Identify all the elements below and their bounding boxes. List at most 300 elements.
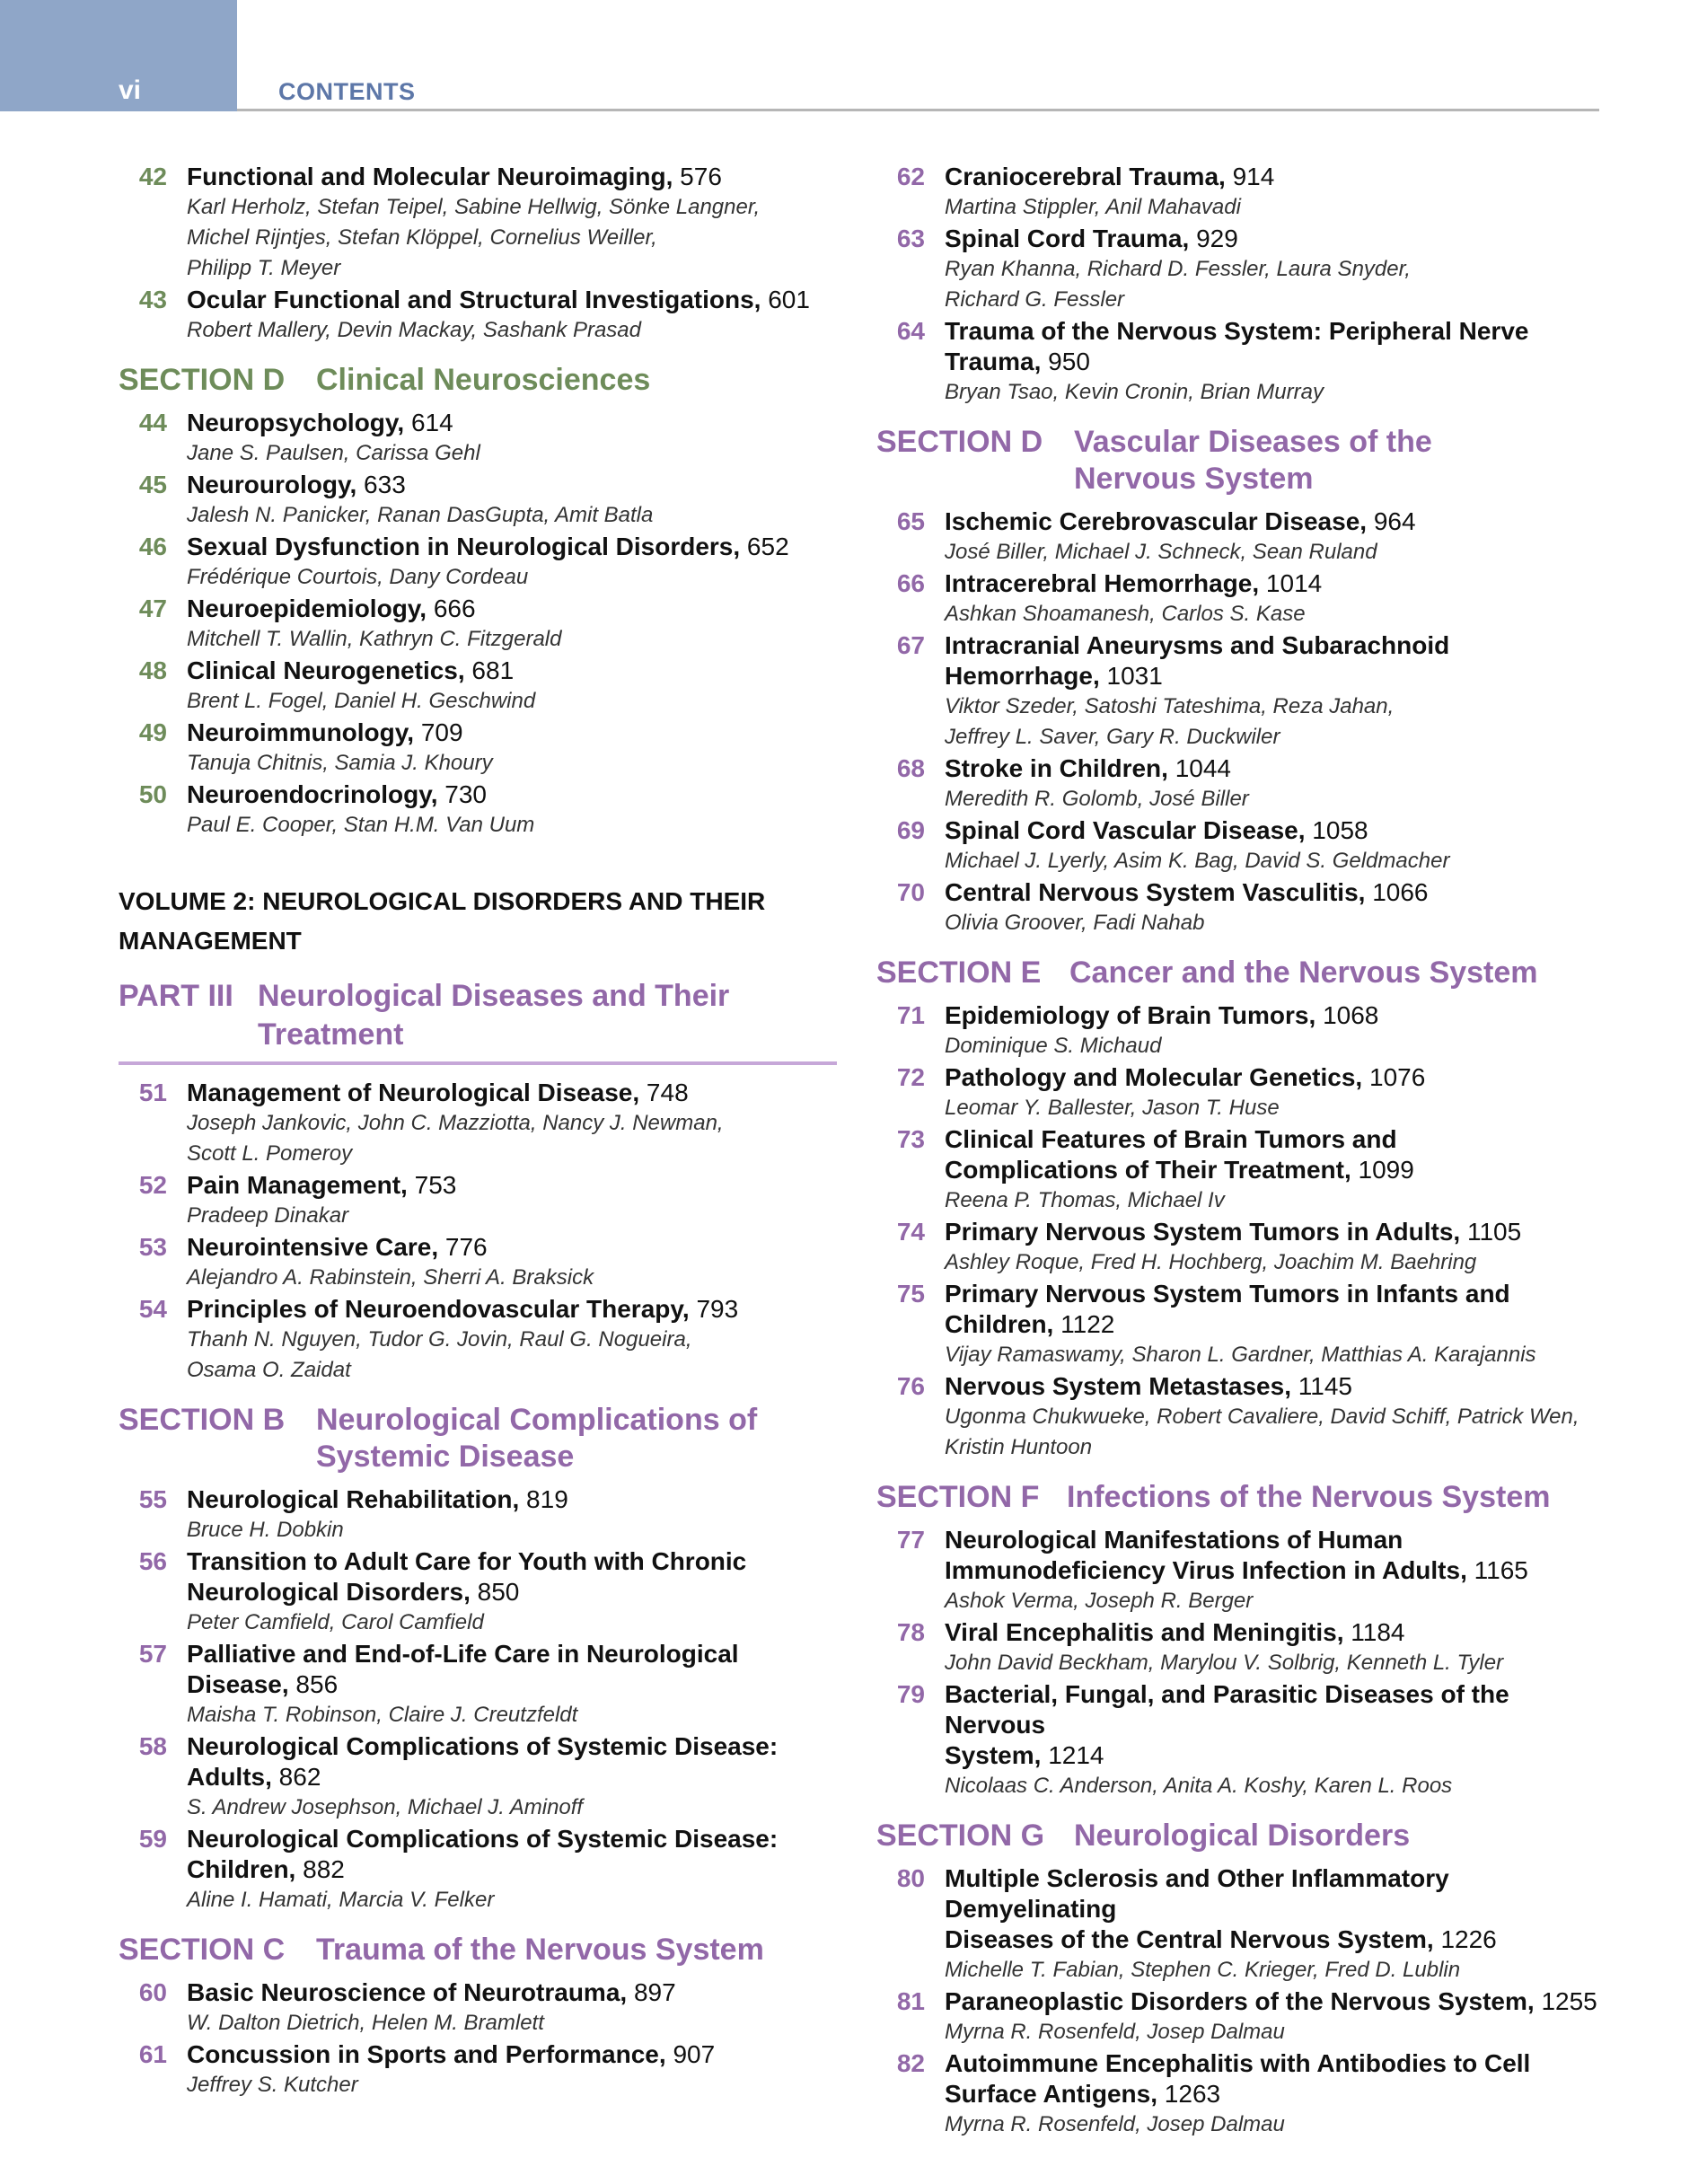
chapter-title	[945, 1679, 1613, 1771]
chapter-number: 75	[896, 1280, 925, 1308]
chapter-authors: Pradeep Dinakar	[187, 1203, 349, 1228]
chapter-authors: Bryan Tsao, Kevin Cronin, Brian Murray	[945, 380, 1324, 404]
part-heading	[119, 977, 837, 1065]
chapter-title-line	[945, 661, 1613, 691]
chapter-authors: Maisha T. Robinson, Claire J. Creutzfeldt	[187, 1703, 578, 1727]
chapter-title-line	[187, 408, 837, 438]
chapter-number: 68	[896, 754, 925, 782]
chapter-title-line	[945, 630, 1613, 661]
chapter-number: 45	[138, 471, 167, 498]
chapter-title-text: Basic Neuroscience of Neurotrauma,	[187, 1978, 628, 2006]
toc-entry	[876, 316, 1613, 408]
chapter-title-line	[187, 1854, 837, 1885]
chapter-title-line	[945, 1863, 1613, 1924]
toc-entry	[119, 1824, 837, 1915]
chapter-number: 59	[138, 1825, 167, 1853]
toc-entry	[119, 1294, 837, 1386]
chapter-title	[945, 815, 1613, 846]
chapter-authors: Leomar Y. Ballester, Jason T. Huse	[945, 1096, 1280, 1120]
section-name-line: Trauma of the Nervous System	[316, 1933, 764, 1967]
chapter-title-text: Spinal Cord Trauma,	[945, 225, 1190, 252]
chapter-page: 730	[444, 780, 487, 808]
chapter-title-line	[945, 224, 1613, 254]
chapter-authors: Tanuja Chitnis, Samia J. Khoury	[187, 751, 493, 775]
chapter-title	[945, 1371, 1613, 1402]
chapter-authors: Viktor Szeder, Satoshi Tateshima, Reza Jahan,	[945, 694, 1395, 718]
chapter-page: 819	[526, 1485, 568, 1513]
chapter-title-line	[187, 1294, 837, 1325]
chapter-title-line	[945, 1124, 1613, 1155]
chapter-title-text: Principles of Neuroendovascular Therapy,	[187, 1295, 690, 1323]
section-label: SECTION D	[119, 363, 286, 397]
chapter-title-text: Central Nervous System Vasculitis,	[945, 878, 1366, 906]
chapter-number: 82	[896, 2049, 925, 2077]
chapter-authors: Joseph Jankovic, John C. Mazziotta, Nancy J. Newman,	[187, 1111, 724, 1135]
toc-entry	[119, 1170, 837, 1231]
chapter-number: 80	[896, 1864, 925, 1892]
chapter-title-text: Neurological Disorders,	[187, 1578, 471, 1606]
chapter-authors: Scott L. Pomeroy	[187, 1141, 353, 1166]
chapter-number: 62	[896, 163, 925, 190]
section-name-line: Clinical Neurosciences	[316, 363, 651, 397]
chapter-title-line	[187, 1232, 837, 1263]
chapter-title-text: Autoimmune Encephalitis with Antibodies to Cell	[945, 2049, 1531, 2077]
chapter-title-line	[187, 1170, 837, 1201]
chapter-title	[187, 1824, 837, 1885]
chapter-title-line	[945, 1525, 1613, 1555]
section-entries	[876, 506, 1613, 938]
toc-entry	[119, 1078, 837, 1169]
chapter-title-text: Neurological Complications of Systemic Disease:	[187, 1732, 779, 1760]
chapter-number: 54	[138, 1295, 167, 1323]
chapter-title-text: Transition to Adult Care for Youth with Chronic	[187, 1547, 747, 1575]
chapter-number: 74	[896, 1218, 925, 1246]
chapter-title	[945, 2048, 1613, 2109]
chapter-title-line	[945, 1617, 1613, 1648]
chapter-number: 69	[896, 816, 925, 844]
chapter-title-text: Management of Neurological Disease,	[187, 1079, 640, 1106]
chapter-title	[945, 1000, 1613, 1031]
chapter-page: 681	[471, 656, 515, 684]
chapter-title	[187, 532, 837, 562]
toc-entry	[119, 1546, 837, 1638]
chapter-authors: Brent L. Fogel, Daniel H. Geschwind	[187, 689, 536, 713]
chapter-authors: Bruce H. Dobkin	[187, 1518, 344, 1542]
part-label: PART III	[119, 979, 233, 1013]
right-column	[876, 162, 1613, 2141]
chapter-title	[945, 1986, 1613, 2017]
chapter-title	[187, 1170, 837, 1201]
chapter-page: 1263	[1164, 2080, 1221, 2108]
toc-entry	[119, 1484, 837, 1546]
chapter-title-text: Neurological Manifestations of Human	[945, 1526, 1403, 1554]
chapter-title-line	[187, 2039, 837, 2070]
chapter-authors: W. Dalton Dietrich, Helen M. Bramlett	[187, 2011, 544, 2035]
chapter-number: 60	[138, 1978, 167, 2006]
section-name-line: Systemic Disease	[316, 1440, 575, 1474]
chapter-title-text: Paraneoplastic Disorders of the Nervous System,	[945, 1987, 1535, 2015]
section-label: SECTION E	[876, 956, 1042, 990]
chapter-title-line	[945, 1986, 1613, 2017]
chapter-title-line	[945, 877, 1613, 908]
chapter-title-text: Neurointensive Care,	[187, 1233, 439, 1261]
toc-entry	[876, 1062, 1613, 1123]
chapter-page: 1105	[1466, 1218, 1522, 1246]
chapter-number: 57	[138, 1640, 167, 1668]
section-entries	[119, 408, 837, 841]
chapter-title-line	[187, 1546, 837, 1577]
chapter-page: 793	[696, 1295, 739, 1323]
chapter-title	[187, 1639, 837, 1700]
running-header-title: CONTENTS	[278, 78, 416, 105]
chapter-page: 1031	[1106, 662, 1163, 690]
chapter-page: 614	[410, 409, 453, 436]
chapter-page: 666	[433, 594, 476, 622]
toc-entry	[119, 1731, 837, 1823]
chapter-title	[187, 1546, 837, 1607]
chapter-title	[945, 1279, 1613, 1340]
chapter-number: 49	[138, 718, 167, 746]
chapter-number: 53	[138, 1233, 167, 1261]
toc-entry	[119, 470, 837, 531]
chapter-authors: Jeffrey L. Saver, Gary R. Duckwiler	[945, 725, 1280, 749]
chapter-authors: Meredith R. Golomb, José Biller	[945, 787, 1249, 811]
chapter-title-line	[945, 1279, 1613, 1309]
chapter-number: 70	[896, 878, 925, 906]
chapter-authors: Frédérique Courtois, Dany Cordeau	[187, 565, 529, 589]
chapter-number: 78	[896, 1618, 925, 1646]
chapter-authors: Kristin Huntoon	[945, 1435, 1093, 1459]
chapter-title-line	[187, 285, 837, 315]
entries-top-right	[876, 162, 1613, 408]
chapter-authors: Ugonma Chukwueke, Robert Cavaliere, David Schiff, Patrick Wen,	[945, 1405, 1579, 1429]
toc-entry	[876, 506, 1613, 568]
chapter-page: 633	[364, 471, 406, 498]
chapter-page: 1145	[1298, 1372, 1352, 1400]
chapter-page: 1255	[1541, 1987, 1597, 2015]
chapter-number: 47	[138, 594, 167, 622]
chapter-title-text: Stroke in Children,	[945, 754, 1168, 782]
section-name-line: Vascular Diseases of the	[1074, 425, 1432, 459]
chapter-title-line	[187, 594, 837, 624]
volume-heading-line: MANAGEMENT	[119, 927, 302, 955]
chapter-title-line	[187, 532, 837, 562]
chapter-authors: Alejandro A. Rabinstein, Sherri A. Braksick	[187, 1265, 594, 1290]
chapter-title-line	[187, 779, 837, 810]
chapter-number: 79	[896, 1680, 925, 1708]
chapter-title-text: Children,	[187, 1855, 296, 1883]
chapter-title-text: Viral Encephalitis and Meningitis,	[945, 1618, 1344, 1646]
chapter-page: 576	[680, 163, 722, 190]
chapter-title-line	[945, 1309, 1613, 1340]
chapter-authors: Jalesh N. Panicker, Ranan DasGupta, Amit Batla	[187, 503, 654, 527]
chapter-title	[945, 630, 1613, 691]
chapter-page: 882	[303, 1855, 345, 1883]
chapter-title-text: Intracranial Aneurysms and Subarachnoid	[945, 631, 1450, 659]
section-heading	[876, 1818, 1613, 1854]
chapter-authors: Myrna R. Rosenfeld, Josep Dalmau	[945, 2112, 1285, 2136]
chapter-title-text: Diseases of the Central Nervous System,	[945, 1925, 1434, 1953]
chapter-title-text: Immunodeficiency Virus Infection in Adults,	[945, 1556, 1467, 1584]
chapter-title-line	[945, 568, 1613, 599]
section-entries	[876, 1525, 1613, 1801]
chapter-title	[945, 162, 1613, 192]
section-heading	[876, 1479, 1613, 1516]
chapter-page: 856	[295, 1670, 339, 1698]
chapter-number: 63	[896, 225, 925, 252]
section-entries	[119, 1977, 837, 2100]
chapter-title-text: Neurourology,	[187, 471, 357, 498]
chapter-number: 72	[896, 1063, 925, 1091]
chapter-title-text: Neurological Complications of Systemic Disease:	[187, 1825, 779, 1853]
section-heading	[119, 362, 837, 399]
chapter-title-text: Complications of Their Treatment,	[945, 1156, 1351, 1184]
toc-entry	[119, 285, 837, 346]
chapter-title-line	[945, 1740, 1613, 1771]
chapter-title-line	[945, 162, 1613, 192]
toc-entry	[876, 1679, 1613, 1801]
chapter-title	[945, 568, 1613, 599]
chapter-number: 58	[138, 1732, 167, 1760]
toc-entry	[119, 779, 837, 841]
chapter-title-text: Disease,	[187, 1670, 289, 1698]
chapter-title-text: Sexual Dysfunction in Neurological Disorders,	[187, 533, 741, 560]
left-column	[119, 162, 837, 2101]
chapter-authors: Ashley Roque, Fred H. Hochberg, Joachim M. Baehring	[945, 1250, 1477, 1274]
toc-entry	[119, 532, 837, 593]
chapter-title	[187, 1232, 837, 1263]
chapter-number: 51	[138, 1079, 167, 1106]
chapter-title-text: Clinical Features of Brain Tumors and	[945, 1125, 1397, 1153]
chapter-authors: Michael J. Lyerly, Asim K. Bag, David S. Geldmacher	[945, 849, 1450, 873]
section-label: SECTION D	[876, 425, 1043, 459]
part-name-line: Neurological Diseases and Their	[258, 979, 730, 1013]
header-rule	[237, 109, 1599, 111]
chapter-number: 65	[896, 507, 925, 535]
volume-heading	[119, 882, 837, 961]
chapter-title	[945, 1062, 1613, 1093]
chapter-title-text: Hemorrhage,	[945, 662, 1100, 690]
chapter-title-text: Children,	[945, 1310, 1054, 1338]
toc-entry	[876, 1000, 1613, 1061]
chapter-title	[945, 1863, 1613, 1955]
chapter-page: 862	[278, 1763, 321, 1791]
chapter-title-line	[945, 2079, 1613, 2109]
page-number: vi	[119, 75, 142, 105]
toc-entry	[119, 594, 837, 655]
chapter-title-text: Functional and Molecular Neuroimaging,	[187, 163, 673, 190]
toc-entry	[876, 162, 1613, 223]
section-label: SECTION B	[119, 1403, 286, 1437]
chapter-number: 50	[138, 780, 167, 808]
chapter-page: 1165	[1474, 1556, 1528, 1584]
chapter-title-line	[945, 1371, 1613, 1402]
chapter-title	[945, 1124, 1613, 1185]
chapter-title	[187, 718, 837, 748]
section-heading	[119, 1932, 837, 1968]
chapter-number: 52	[138, 1171, 167, 1199]
chapter-authors: Richard G. Fessler	[945, 287, 1125, 312]
chapter-title-line	[945, 815, 1613, 846]
chapter-authors: Thanh N. Nguyen, Tudor G. Jovin, Raul G. Nogueira,	[187, 1327, 692, 1352]
toc-entry	[119, 718, 837, 779]
chapter-page: 1066	[1372, 878, 1429, 906]
chapter-title-line	[945, 316, 1613, 347]
chapter-authors: Philipp T. Meyer	[187, 256, 341, 280]
chapter-number: 44	[138, 409, 167, 436]
chapter-page: 1226	[1440, 1925, 1497, 1953]
chapter-authors: Martina Stippler, Anil Mahavadi	[945, 195, 1241, 219]
chapter-page: 897	[633, 1978, 676, 2006]
chapter-title-text: System,	[945, 1741, 1042, 1769]
chapter-title-line	[187, 162, 837, 192]
chapter-title-text: Concussion in Sports and Performance,	[187, 2040, 666, 2068]
toc-entry	[876, 224, 1613, 315]
chapter-page: 1058	[1312, 816, 1368, 844]
chapter-authors: Ashok Verma, Joseph R. Berger	[945, 1589, 1254, 1613]
chapter-page: 709	[420, 718, 463, 746]
chapter-title	[187, 2039, 837, 2070]
section-entries	[119, 1484, 837, 1915]
chapter-authors: Myrna R. Rosenfeld, Josep Dalmau	[945, 2020, 1285, 2044]
chapter-title-line	[945, 753, 1613, 784]
chapter-title-text: Adults,	[187, 1763, 272, 1791]
chapter-page: 850	[477, 1578, 520, 1606]
chapter-title-line	[945, 1217, 1613, 1247]
chapter-title	[187, 1484, 837, 1515]
toc-entry	[119, 2039, 837, 2100]
chapter-title	[945, 877, 1613, 908]
chapter-title	[187, 162, 837, 192]
chapter-title	[187, 594, 837, 624]
chapter-title-text: Bacterial, Fungal, and Parasitic Diseases of the Nervous	[945, 1680, 1509, 1739]
chapter-title	[945, 753, 1613, 784]
chapter-title-line	[945, 1155, 1613, 1185]
chapter-title	[187, 470, 837, 500]
chapter-page: 776	[444, 1233, 488, 1261]
chapter-title-text: Neuroimmunology,	[187, 718, 415, 746]
toc-entry	[119, 408, 837, 469]
chapter-title-line	[945, 1000, 1613, 1031]
section-name-line: Neurological Complications of	[316, 1403, 758, 1437]
chapter-title-text: Primary Nervous System Tumors in Infants and	[945, 1280, 1510, 1308]
chapter-page: 929	[1196, 225, 1238, 252]
chapter-authors: Ashkan Shoamanesh, Carlos S. Kase	[945, 602, 1306, 626]
chapter-title-line	[187, 718, 837, 748]
chapter-title-text: Trauma,	[945, 348, 1042, 375]
toc-entry	[119, 1232, 837, 1293]
chapter-title-line	[945, 1555, 1613, 1586]
chapter-title	[187, 408, 837, 438]
chapter-title-line	[187, 1977, 837, 2008]
chapter-title-text: Spinal Cord Vascular Disease,	[945, 816, 1306, 844]
chapter-page: 1122	[1060, 1310, 1115, 1338]
chapter-title	[187, 1977, 837, 2008]
chapter-page: 1184	[1351, 1618, 1405, 1646]
chapter-page: 1076	[1369, 1063, 1426, 1091]
section-heading	[876, 955, 1613, 991]
chapter-title	[187, 779, 837, 810]
chapter-authors: John David Beckham, Marylou V. Solbrig, Kenneth L. Tyler	[945, 1651, 1504, 1675]
toc-entry	[876, 1986, 1613, 2048]
section-name-line: Infections of the Nervous System	[1067, 1480, 1551, 1514]
section-label: SECTION F	[876, 1480, 1040, 1514]
chapter-title-text: Intracerebral Hemorrhage,	[945, 569, 1260, 597]
chapter-authors: José Biller, Michael J. Schneck, Sean Ruland	[945, 540, 1377, 564]
chapter-title-line	[187, 1669, 837, 1700]
chapter-title	[187, 1731, 837, 1792]
chapter-title-text: Nervous System Metastases,	[945, 1372, 1291, 1400]
chapter-page: 1099	[1358, 1156, 1414, 1184]
chapter-title-line	[187, 1577, 837, 1607]
chapter-title	[945, 224, 1613, 254]
chapter-title-text: Trauma of the Nervous System: Peripheral Nerve	[945, 317, 1529, 345]
toc-entry	[876, 1863, 1613, 1986]
chapter-title-text: Primary Nervous System Tumors in Adults,	[945, 1218, 1461, 1246]
section-label: SECTION G	[876, 1819, 1045, 1853]
chapter-page: 907	[673, 2040, 716, 2068]
toc-entry	[876, 815, 1613, 876]
chapter-title-line	[187, 1824, 837, 1854]
part-entries	[119, 1078, 837, 1386]
chapter-title-line	[187, 1078, 837, 1108]
chapter-page: 1014	[1265, 569, 1323, 597]
chapter-title-text: Epidemiology of Brain Tumors,	[945, 1001, 1316, 1029]
chapter-title-text: Pathology and Molecular Genetics,	[945, 1063, 1363, 1091]
chapter-authors: Michel Rijntjes, Stefan Klöppel, Cornelius Weiller,	[187, 225, 657, 250]
chapter-authors: Michelle T. Fabian, Stephen C. Krieger, Fred D. Lublin	[945, 1958, 1461, 1982]
chapter-number: 81	[896, 1987, 925, 2015]
chapter-authors: Olivia Groover, Fadi Nahab	[945, 911, 1205, 935]
chapter-title-line	[945, 2048, 1613, 2079]
chapter-title-line	[187, 470, 837, 500]
toc-entry	[876, 753, 1613, 815]
chapter-number: 67	[896, 631, 925, 659]
toc-entry	[119, 656, 837, 717]
chapter-title-text: Craniocerebral Trauma,	[945, 163, 1226, 190]
chapter-page: 1214	[1048, 1741, 1104, 1769]
chapter-title-line	[187, 1639, 837, 1669]
chapter-number: 71	[896, 1001, 925, 1029]
chapter-page: 1068	[1323, 1001, 1379, 1029]
chapter-authors: Dominique S. Michaud	[945, 1034, 1162, 1058]
chapter-number: 48	[138, 656, 167, 684]
chapter-title-line	[187, 1762, 837, 1792]
chapter-authors: Peter Camfield, Carol Camfield	[187, 1610, 484, 1634]
chapter-title	[187, 285, 837, 315]
chapter-page: 652	[746, 533, 789, 560]
volume-heading-line: VOLUME 2: NEUROLOGICAL DISORDERS AND THEIR	[119, 887, 766, 915]
section-entries	[876, 1000, 1613, 1463]
chapter-title-text: Neuroepidemiology,	[187, 594, 427, 622]
chapter-title-text: Neurological Rehabilitation,	[187, 1485, 520, 1513]
chapter-authors: Aline I. Hamati, Marcia V. Felker	[187, 1888, 495, 1912]
toc-entry	[876, 1371, 1613, 1463]
chapter-number: 64	[896, 317, 925, 345]
section-name-line: Nervous System	[1074, 462, 1314, 496]
section-heading	[876, 424, 1613, 498]
chapter-title-line	[945, 347, 1613, 377]
chapter-page: 914	[1232, 163, 1275, 190]
chapter-page: 964	[1373, 507, 1416, 535]
chapter-page: 601	[768, 286, 810, 313]
chapter-title	[945, 1217, 1613, 1247]
section-heading	[119, 1402, 837, 1475]
chapter-authors: Ryan Khanna, Richard D. Fessler, Laura Snyder,	[945, 257, 1411, 281]
toc-entry	[876, 1279, 1613, 1370]
chapter-title	[187, 656, 837, 686]
chapter-authors: Robert Mallery, Devin Mackay, Sashank Prasad	[187, 318, 641, 342]
